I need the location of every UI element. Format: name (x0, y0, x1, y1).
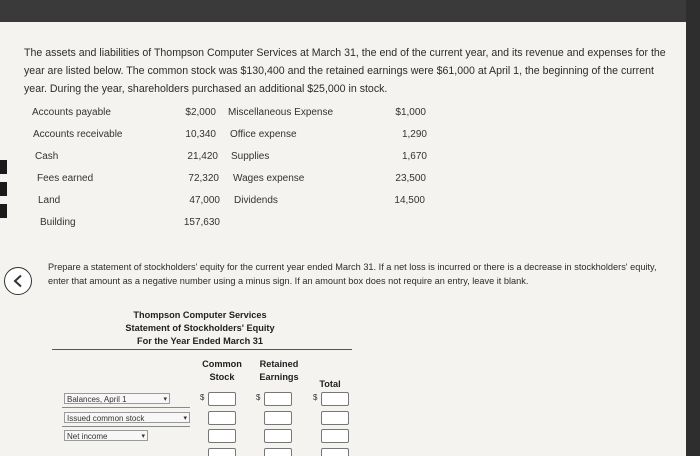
currency-symbol: $ (200, 393, 205, 402)
column-header-line: Total (319, 379, 341, 389)
total-input[interactable] (321, 411, 349, 425)
back-button[interactable] (4, 267, 32, 295)
account-value: 23,500 (395, 173, 426, 184)
account-label: Cash (35, 151, 59, 162)
row-label-select[interactable] (64, 430, 148, 441)
column-header-common-stock (198, 358, 246, 384)
retained-earnings-input[interactable] (264, 448, 292, 456)
problem-page (0, 22, 686, 456)
account-value: 47,000 (189, 195, 220, 206)
window-edge (686, 0, 700, 456)
statement-title: Statement of Stockholders' Equity (125, 323, 275, 333)
column-header-line: Retained (259, 359, 299, 369)
account-label: Wages expense (233, 173, 305, 184)
account-label: Miscellaneous Expense (228, 107, 334, 118)
column-header-total (312, 378, 348, 391)
instructions: Prepare a statement of stockholders' equity for the current year ended March 31. If a net loss is incurred or there is a decrease in stockholders' equity, enter that amount as a negative number using a minus sign. If an amount box does not require an entry, leave it blank. (48, 262, 657, 286)
account-value: 1,290 (401, 129, 427, 140)
account-label: Building (40, 217, 76, 228)
row-divider (62, 426, 190, 427)
select-value: Issued common stock (67, 414, 145, 423)
account-value: 72,320 (188, 173, 219, 184)
side-tab-marker (0, 204, 7, 218)
account-value: $2,000 (185, 107, 216, 118)
column-header-retained-earnings (254, 358, 304, 384)
header-divider (52, 349, 352, 350)
account-value: $1,000 (395, 107, 426, 118)
account-value: 14,500 (394, 195, 425, 206)
column-header-line: Earnings (259, 372, 299, 382)
retained-earnings-input[interactable] (264, 429, 292, 443)
side-tab-marker (0, 160, 7, 174)
retained-earnings-input[interactable] (264, 411, 292, 425)
dropdown-caret-icon: ▾ (141, 433, 145, 440)
account-label: Land (38, 195, 61, 206)
select-value: Net income (67, 432, 108, 441)
chevron-left-icon (12, 274, 24, 288)
account-label: Fees earned (37, 173, 94, 184)
side-tab-marker (0, 182, 7, 196)
common-stock-input[interactable] (208, 429, 236, 443)
column-header-line: Stock (209, 372, 235, 382)
currency-symbol: $ (256, 393, 261, 402)
dropdown-caret-icon: ▾ (183, 415, 187, 422)
top-bar (0, 0, 700, 22)
retained-earnings-input[interactable] (264, 392, 292, 406)
total-input[interactable] (321, 448, 349, 456)
common-stock-input[interactable] (208, 448, 236, 456)
account-value: 10,340 (185, 129, 216, 140)
account-value: 157,630 (183, 217, 220, 228)
account-label: Office expense (230, 129, 297, 140)
account-label: Accounts receivable (33, 129, 123, 140)
total-input[interactable] (321, 392, 349, 406)
row-divider (62, 407, 190, 408)
account-label: Dividends (234, 195, 278, 206)
row-label-select[interactable] (64, 393, 170, 404)
account-label: Supplies (231, 151, 270, 162)
select-value: Balances, April 1 (67, 395, 127, 404)
dropdown-caret-icon: ▾ (163, 396, 167, 403)
statement-header (100, 309, 300, 348)
statement-period: For the Year Ended March 31 (137, 336, 263, 346)
common-stock-input[interactable] (208, 411, 236, 425)
company-name: Thompson Computer Services (133, 310, 267, 320)
account-value: 1,670 (401, 151, 427, 162)
row-label-select[interactable] (64, 412, 190, 423)
currency-symbol: $ (313, 393, 318, 402)
account-label: Accounts payable (32, 107, 111, 118)
column-header-line: Common (202, 359, 242, 369)
total-input[interactable] (321, 429, 349, 443)
common-stock-input[interactable] (208, 392, 236, 406)
account-value: 21,420 (187, 151, 218, 162)
problem-intro: The assets and liabilities of Thompson Computer Services at March 31, the end of the current year, and its revenue and expenses for the year are listed below. The common stock was $130,400 and the retained earnings were $61,000 at April 1, the beginning of the current year. During the year, shareholders purchased an additional $25,000 in stock. (24, 47, 666, 95)
